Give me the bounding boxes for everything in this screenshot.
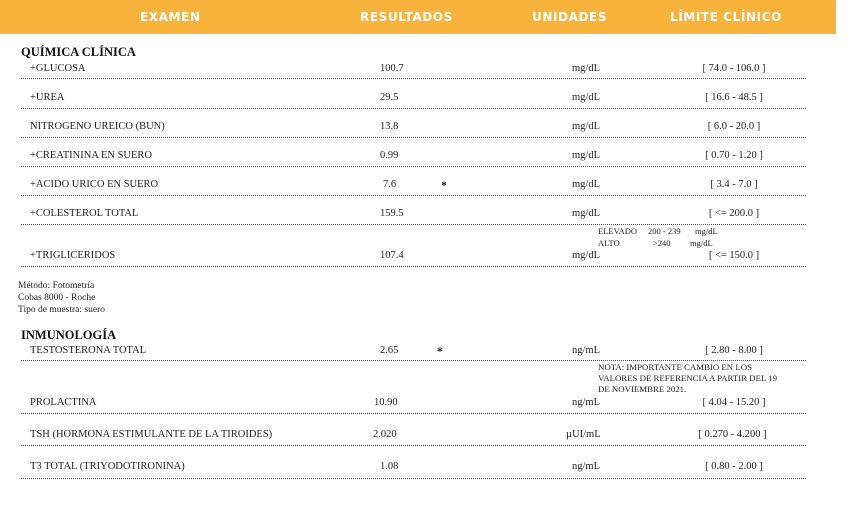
method-block: [18, 280, 105, 316]
result-value: 159.5: [380, 208, 404, 219]
trig-note-range: >240: [653, 238, 671, 248]
table-row: [0, 92, 850, 116]
result-value: 0.99: [380, 150, 399, 161]
result-value: 2.65: [380, 345, 399, 356]
row-divider: [21, 478, 806, 479]
table-row: [0, 429, 850, 453]
units: mg/dL: [572, 150, 600, 161]
section-title-quimica: QUÍMICA CLÍNICA: [21, 45, 136, 59]
clinical-limit: [ 4.04 - 15.20 ]: [702, 397, 766, 408]
row-divider: [21, 166, 806, 167]
clinical-limit: [ <= 200.0 ]: [708, 208, 760, 219]
clinical-limit: [ 74.0 - 106.0 ]: [702, 63, 766, 74]
trig-note-units: mg/dL: [695, 226, 718, 236]
units: mg/dL: [572, 121, 600, 132]
table-row: [0, 208, 850, 232]
section-title-inmuno: INMUNOLOGÍA: [21, 328, 117, 342]
result-value: 107.4: [380, 250, 404, 261]
units: ng/mL: [572, 397, 600, 408]
units: ng/mL: [572, 345, 600, 356]
units: ng/mL: [572, 461, 600, 472]
note-line: NOTA: IMPORTANTE CAMBIO EN LOS: [598, 362, 752, 372]
row-divider: [21, 195, 806, 196]
header-limit: LÍMITE CLÍNICO: [670, 10, 782, 24]
method-line: Método: Fotometría: [18, 281, 95, 291]
exam-name: PROLACTINA: [30, 397, 97, 408]
trig-note-label: ELEVADO: [598, 226, 638, 236]
table-row: [0, 121, 850, 145]
exam-name: +GLUCOSA: [30, 63, 86, 74]
note-line: DE NOVIEMBRE 2021.: [598, 384, 687, 394]
units: mg/dL: [572, 63, 600, 74]
clinical-limit: [ 0.80 - 2.00 ]: [705, 461, 763, 472]
header-results: RESULTADOS: [360, 10, 453, 24]
result-flag: *: [441, 178, 447, 192]
trig-note-range: 200 - 239: [648, 226, 681, 236]
exam-name: NITROGENO UREICO (BUN): [30, 121, 165, 132]
clinical-limit: [ 0.70 - 1.20 ]: [705, 150, 763, 161]
trig-note-label: ALTO: [598, 238, 620, 248]
clinical-limit: [ 3.4 - 7.0 ]: [710, 179, 758, 190]
row-divider: [21, 360, 806, 361]
table-header: [0, 0, 836, 34]
prolactina-note: [598, 362, 777, 395]
trig-note-elevado: [598, 226, 718, 237]
units: mg/dL: [572, 250, 600, 261]
result-value: 13.8: [380, 121, 399, 132]
result-value: 2.020: [373, 429, 397, 440]
method-line: Cobas 8000 - Roche: [18, 293, 96, 303]
table-row: [0, 250, 850, 274]
units: mg/dL: [572, 208, 600, 219]
exam-name: T3 TOTAL (TRIYODOTIRONINA): [30, 461, 185, 472]
units: mg/dL: [572, 179, 600, 190]
table-row: [0, 150, 850, 174]
exam-name: TSH (HORMONA ESTIMULANTE DE LA TIROIDES): [30, 429, 273, 440]
row-divider: [21, 224, 806, 225]
trig-note-units: mg/dL: [690, 238, 713, 248]
header-units: UNIDADES: [532, 10, 608, 24]
trig-note-alto: [598, 238, 713, 249]
table-row: [0, 63, 850, 87]
result-flag: *: [437, 344, 443, 358]
row-divider: [21, 445, 806, 446]
result-value: 1.08: [380, 461, 399, 472]
units: µUI/mL: [566, 429, 601, 440]
note-line: VALORES DE REFERENCIA A PARTIR DEL 19: [598, 373, 778, 383]
units: mg/dL: [572, 92, 600, 103]
clinical-limit: [ <= 150.0 ]: [708, 250, 760, 261]
row-divider: [21, 108, 806, 109]
table-row: [0, 397, 850, 421]
table-row: [0, 461, 850, 485]
result-value: 10.90: [374, 397, 398, 408]
table-row: [0, 179, 850, 203]
exam-name: +UREA: [30, 92, 65, 103]
exam-name: +ACIDO URICO EN SUERO: [30, 179, 159, 190]
result-value: 29.5: [380, 92, 399, 103]
row-divider: [21, 413, 806, 414]
clinical-limit: [ 0.270 - 4.200 ]: [698, 429, 767, 440]
clinical-limit: [ 2.80 - 8.00 ]: [705, 345, 763, 356]
row-divider: [21, 78, 806, 79]
exam-name: TESTOSTERONA TOTAL: [30, 345, 147, 356]
clinical-limit: [ 6.0 - 20.0 ]: [707, 121, 761, 132]
row-divider: [21, 266, 806, 267]
method-line: Tipo de muestra: suero: [18, 305, 105, 315]
header-exam: EXAMEN: [140, 10, 201, 24]
result-value: 7.6: [383, 179, 397, 190]
exam-name: +TRIGLICERIDOS: [30, 250, 116, 261]
clinical-limit: [ 16.6 - 48.5 ]: [705, 92, 763, 103]
exam-name: +CREATININA EN SUERO: [30, 150, 153, 161]
row-divider: [21, 137, 806, 138]
exam-name: +COLESTEROL TOTAL: [30, 208, 139, 219]
result-value: 100.7: [380, 63, 404, 74]
